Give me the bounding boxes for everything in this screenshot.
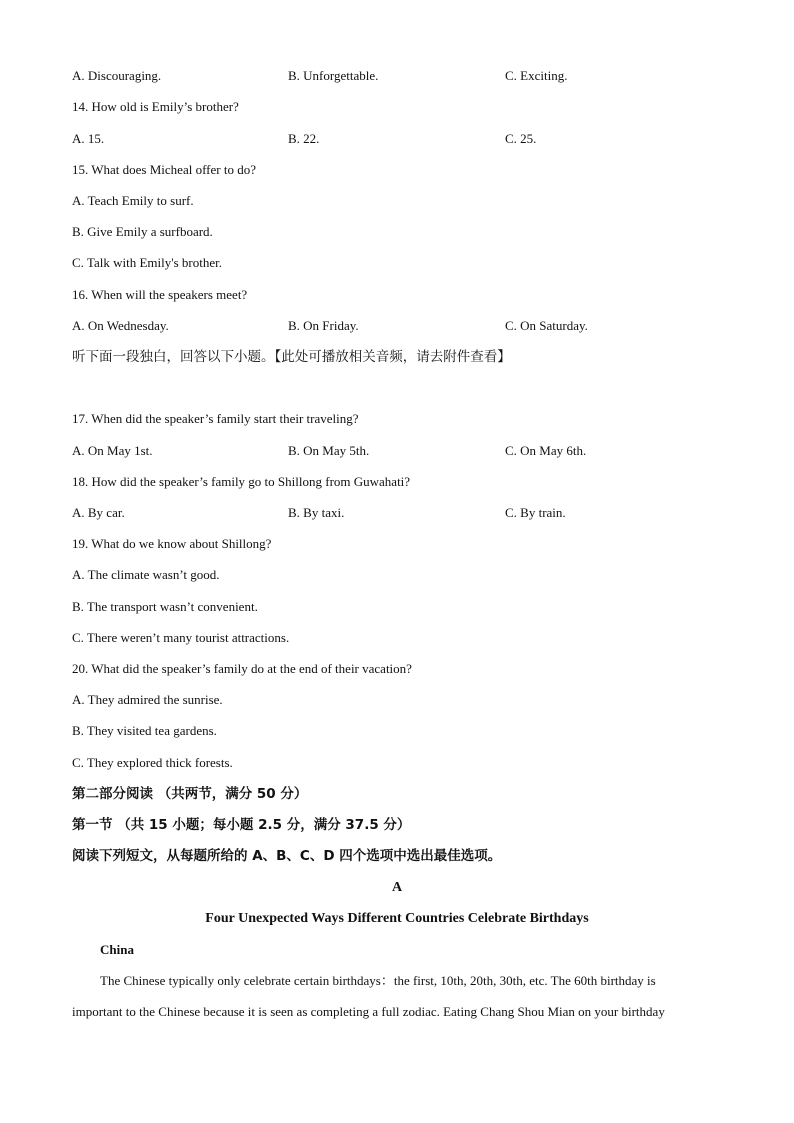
option-c: C. On Saturday. [505,318,588,333]
option-b: B. On Friday. [288,318,359,333]
monologue-instruction: 听下面一段独白，回答以下小题。【此处可播放相关音频，请去附件查看】 [72,349,511,365]
question-20: 20. What did the speaker’s family do at the end of their vacation? [72,661,412,676]
option-a: A. By car. [72,505,125,520]
option-b: B. By taxi. [288,505,345,520]
option-b: B. They visited tea gardens. [72,723,217,738]
option-c: C. They explored thick forests. [72,755,233,770]
passage-title: Four Unexpected Ways Different Countries Celebrate Birthdays [205,911,589,926]
option-a: A. They admired the sunrise. [72,692,223,707]
question-18: 18. How did the speaker’s family go to Shillong from Guwahati? [72,474,411,489]
q18-options [72,504,722,522]
passage-line-1: The Chinese typically only celebrate certain birthdays：the first, 10th, 20th, 30th, etc. The 60th birthday is [100,973,656,988]
option-a: A. On May 1st. [72,443,153,458]
option-c: C. On May 6th. [505,443,587,458]
reading-instruction: 阅读下列短文，从每题所给的 A、B、C、D 四个选项中选出最佳选项。 [72,848,502,864]
question-15: 15. What does Micheal offer to do? [72,162,256,177]
option-c: C. 25. [505,131,537,146]
question-14: 14. How old is Emily’s brother? [72,99,239,114]
option-a: A. Discouraging. [72,68,162,83]
q17-options [72,442,722,460]
option-b: B. Unforgettable. [288,68,379,83]
option-a: A. The climate wasn’t good. [72,567,220,582]
option-c: C. Exciting. [505,68,568,83]
passage-line-2: important to the Chinese because it is seen as completing a full zodiac. Eating Chang Shou Mian on your birthday [72,1004,665,1019]
option-b: B. 22. [288,131,320,146]
option-b: B. On May 5th. [288,443,370,458]
option-a: A. Teach Emily to surf. [72,193,194,208]
question-16: 16. When will the speakers meet? [72,287,248,302]
question-19: 19. What do we know about Shillong? [72,536,272,551]
option-a: A. On Wednesday. [72,318,169,333]
passage-letter: A [391,880,403,895]
passage-subheading: China [100,942,134,957]
option-c: C. There weren’t many tourist attractions. [72,630,290,645]
option-b: B. The transport wasn’t convenient. [72,599,258,614]
section1-heading: 第一节 （共 15 小题；每小题 2.5 分，满分 37.5 分） [72,817,411,833]
option-a: A. 15. [72,131,105,146]
q14-options [72,130,722,148]
part2-heading: 第二部分阅读 （共两节，满分 50 分） [72,786,308,802]
option-c: C. Talk with Emily's brother. [72,255,222,270]
option-c: C. By train. [505,505,566,520]
question-17: 17. When did the speaker’s family start their traveling? [72,411,359,426]
q16-options [72,317,722,335]
option-b: B. Give Emily a surfboard. [72,224,213,239]
q13-options [72,67,722,85]
